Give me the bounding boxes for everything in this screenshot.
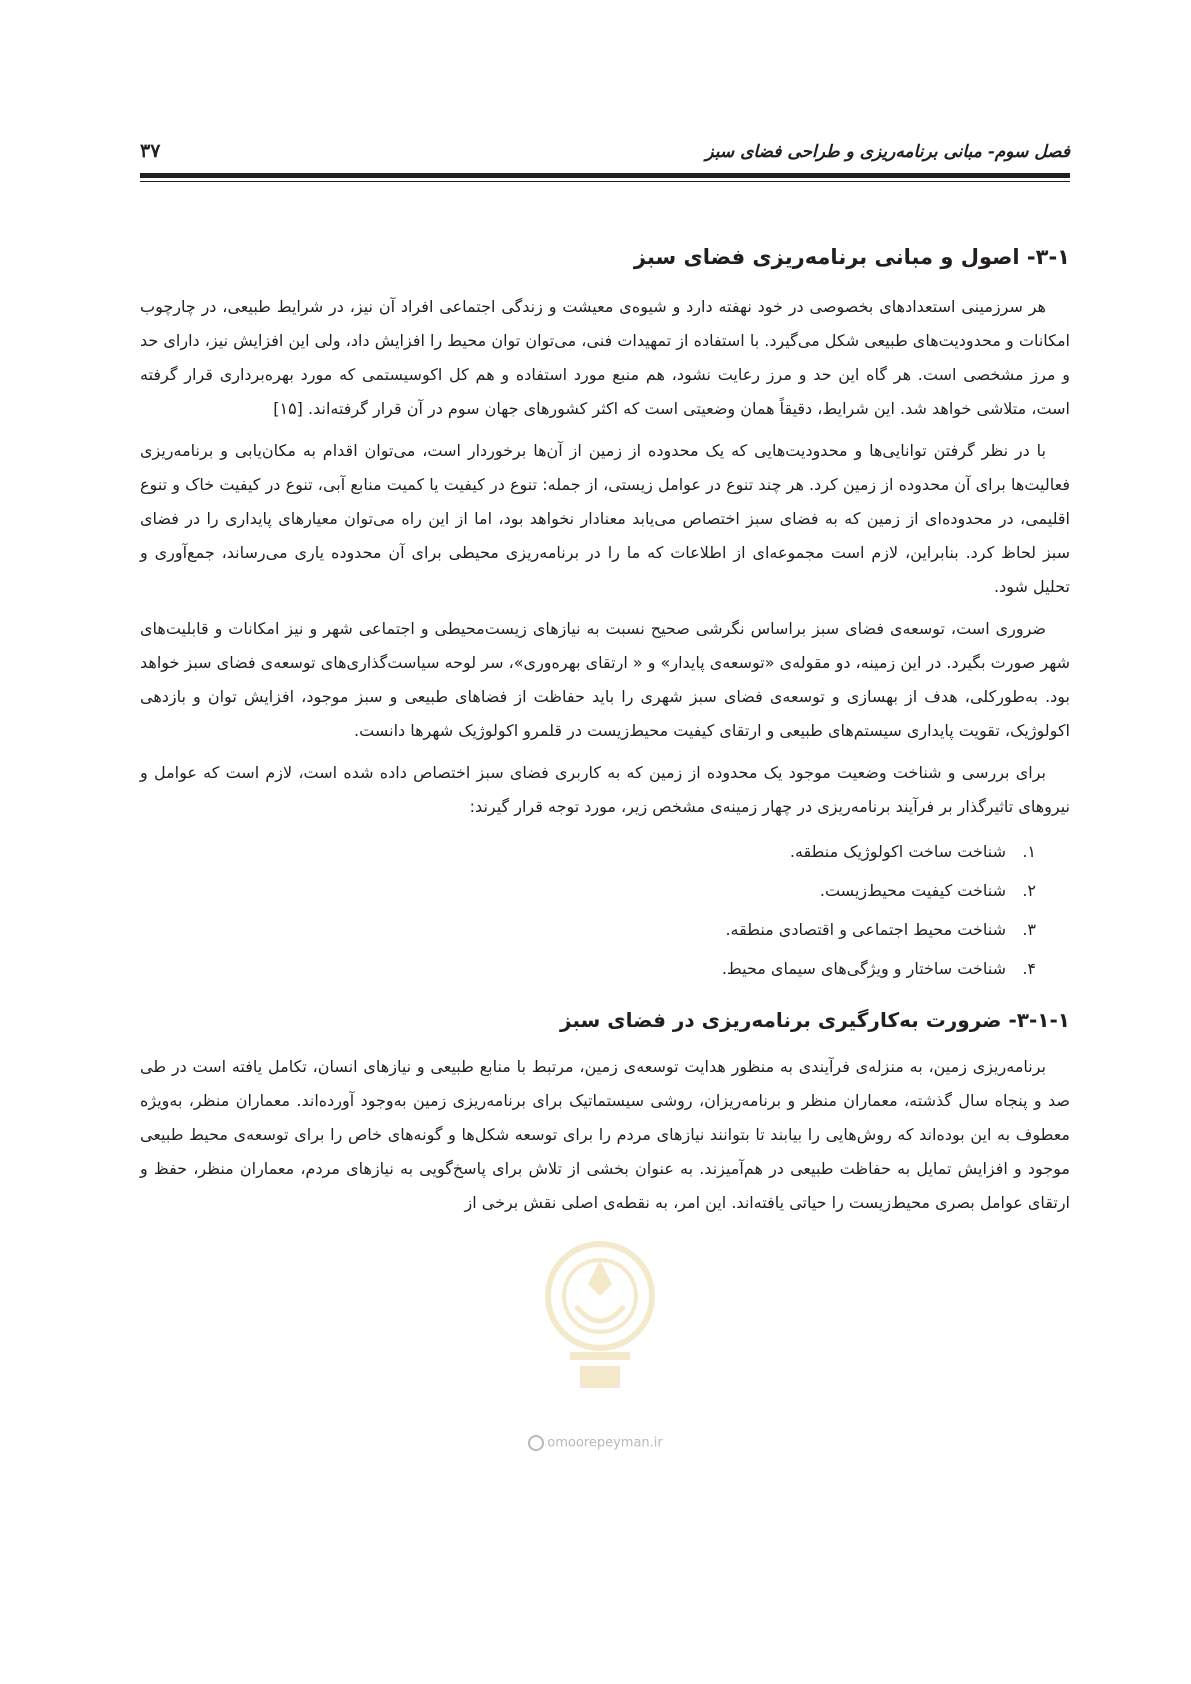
- list-item-text: شناخت کیفیت محیط‌زیست.: [819, 881, 1006, 900]
- list-item-number: ۳.: [1022, 920, 1036, 939]
- list-item-number: ۱.: [1022, 842, 1036, 861]
- section-paragraph-2: با در نظر گرفتن توانایی‌ها و محدودیت‌هایی که یک محدوده از زمین از آن‌ها برخوردار است، می‌توان اقدام به مکان‌یابی و برنامه‌ریزی فعالیت‌ها برای آن محدوده از زمین کرد. هر چند تنوع در عوامل زیستی، از جمله: تنوع در کیفیت یا کمیت منابع آبی، تنوع در کیفیت خاک و تنوع اقلیمی، در محدوده‌ای از زمین که به فضای سبز اختصاص می‌یابد معنادار نخواهد بود، اما از این راه می‌توان معیارهای پایداری را در فضای سبز لحاظ کرد. بنابراین، لازم است مجموعه‌ای از اطلاعات که ما را در برنامه‌ریزی محیطی برای آن محدوده یاری می‌رساند، جمع‌آوری و تحلیل شود.: [140, 441, 1070, 596]
- website-url: omoorepeyman.ir: [547, 1435, 663, 1451]
- section-paragraph-1: هر سرزمینی استعدادهای بخصوصی در خود نهفته دارد و شیوه‌ی معیشت و زندگی اجتماعی افراد آن نیز، در شرایط طبیعی، در چارچوب امکانات و محدودیت‌های طبیعی شکل می‌گیرد. با استفاده از تمهیدات فنی، می‌توان توان محیط را افزایش داد، ولی این افزایش نیز، دارای حد و مرز مشخصی است. هر گاه این حد و مرز رعایت نشود، هم منبع مورد استفاده و هم کل اکوسیستمی که مورد بهره‌برداری قرار گرفته است، متلاشی خواهد شد. این شرایط، دقیقاً همان وضعیتی است که اکثر کشورهای جهان سوم در آن قرار گرفته‌اند. [۱۵]: [140, 297, 1070, 418]
- at-icon: [528, 1435, 544, 1451]
- section-paragraph-4: برای بررسی و شناخت وضعیت موجود یک محدوده از زمین که به کاربری فضای سبز اختصاص داده شده است، لازم است که عوامل و نیروهای تاثیرگذار بر فرآیند برنامه‌ریزی در چهار زمینه‌ی مشخص زیر، مورد توجه قرار گیرند:: [140, 763, 1070, 816]
- list-item-number: ۴.: [1022, 959, 1036, 978]
- subsection-paragraph: برنامه‌ریزی زمین، به منزله‌ی فرآیندی به منظور هدایت توسعه‌ی زمین، مرتبط با منابع طبیعی و نیازهای انسان، تکامل یافته است در طی صد و پنجاه سال گذشته، معماران منظر و برنامه‌ریزان، روشی سیستماتیک برای برنامه‌ریزی زمین به‌وجود آورده‌اند. معماران منظر، به‌ویژه معطوف به این بوده‌اند که روش‌هایی را بیابند تا بتوانند نیازهای مردم را برای توسعه شکل‌ها و گونه‌های خاص را برای توسعه‌ی محیط طبیعی موجود و افزایش تمایل به حفاظت طبیعی در هم‌آمیزند. به عنوان بخشی از تلاش برای پاسخ‌گویی به نیازهای مردم، معماران منظر، حفظ و ارتقای عوامل بصری محیط‌زیست را حیاتی یافته‌اند. این امر، به نقطه‌ی اصلی نقش برخی از: [140, 1057, 1070, 1212]
- chapter-title: فصل سوم- مبانی برنامه‌ریزی و طراحی فضای سبز: [705, 142, 1070, 162]
- header-rule-thick: [140, 173, 1070, 178]
- running-header: [140, 138, 1070, 168]
- list-item-text: شناخت ساخت اکولوژیک منطقه.: [789, 842, 1006, 861]
- list-item-text: شناخت محیط اجتماعی و اقتصادی منطقه.: [725, 920, 1006, 939]
- list-item: [140, 832, 1036, 871]
- website-footer: [0, 1435, 1191, 1451]
- list-item: [140, 949, 1036, 988]
- publisher-logo-watermark: [540, 1226, 660, 1396]
- list-item: [140, 871, 1036, 910]
- page-body: [140, 240, 1070, 1228]
- list-item: [140, 910, 1036, 949]
- numbered-list: [140, 832, 1036, 988]
- section-heading: ۳-۱- اصول و مبانی برنامه‌ریزی فضای سبز: [633, 245, 1070, 269]
- section-paragraph-3: ضروری است، توسعه‌ی فضای سبز براساس نگرشی صحیح نسبت به نیازهای زیست‌محیطی و اجتماعی شهر و نیز امکانات و قابلیت‌های شهر صورت بگیرد. در این زمینه، دو مقوله‌ی «توسعه‌ی پایدار» و « ارتقای بهره‌وری»، سر لوحه سیاست‌گذاری‌های توسعه‌ی فضای سبز خواهد بود. به‌طورکلی، هدف از بهسازی و توسعه‌ی فضای سبز شهری را باید حفاظت از فضاهای طبیعی و سبز موجود، افزایش توان و بازدهی اکولوژیک، تقویت پایداری سیستم‌های طبیعی و ارتقای کیفیت محیط‌زیست در قلمرو اکولوژیک شهرها دانست.: [140, 619, 1070, 740]
- list-item-text: شناخت ساختار و ویژگی‌های سیمای محیط.: [721, 959, 1006, 978]
- page-number: ۳۷: [140, 140, 161, 162]
- header-rule-thin: [140, 181, 1070, 182]
- list-item-number: ۲.: [1022, 881, 1036, 900]
- subsection-heading: ۳-۱-۱- ضرورت به‌کارگیری برنامه‌ریزی در فضای سبز: [560, 1008, 1070, 1032]
